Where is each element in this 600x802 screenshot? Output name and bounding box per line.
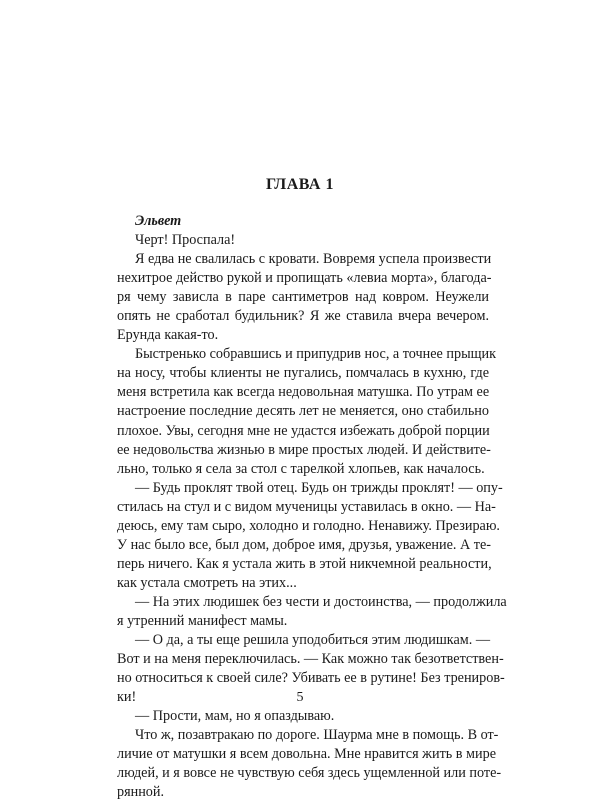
paragraph [117, 479, 503, 593]
paragraph [117, 231, 489, 250]
text-line: Вот и на меня переключилась. — Как можно так безответствен- [117, 651, 504, 668]
text-line: я утренний манифест мамы. [117, 612, 288, 629]
text-line: ее недовольства жизнью в мире простых людей. И действите- [117, 441, 491, 458]
paragraph [117, 593, 507, 631]
text-line: Я едва не свалилась с кровати. Вовремя успела произвести [135, 251, 492, 268]
text-line: людей, и я вовсе не чувствую себя здесь ущемленной или поте- [117, 765, 502, 782]
text-line: как устала смотреть на этих... [117, 574, 297, 591]
text-line: Ерунда какая-то. [117, 327, 219, 344]
paragraph [117, 250, 492, 345]
text-block [117, 212, 507, 802]
text-line: — Прости, мам, но я опаздываю. [135, 708, 335, 725]
text-line: ки! [117, 689, 137, 706]
text-line: стилась на стул и с видом мученицы уставилась в окно. — На- [117, 498, 496, 515]
paragraph [117, 707, 489, 726]
text-line: — Будь проклят твой отец. Будь он трижды проклят! — опу- [135, 479, 503, 496]
text-line: плохое. Увы, сегодня мне не удастся избежать доброй порции [117, 422, 490, 439]
text-line: ря чему зависла в паре сантиметров над ковром. Неужели [117, 289, 489, 306]
text-line: — На этих людишек без чести и достоинства, — продолжила [135, 593, 507, 610]
text-line: льно, только я села за стол с тарелкой хлопьев, как началось. [117, 460, 485, 477]
text-line: нехитрое действо рукой и пропищать «левиа морта», благода- [117, 270, 492, 287]
text-line: личие от матушки я всем довольна. Мне нравится жить в мире [117, 746, 496, 763]
text-line: на носу, чтобы клиенты не пугались, помчалась в кухню, где [117, 365, 489, 382]
text-line: — О да, а ты еще решила уподобиться этим людишкам. — [135, 632, 491, 649]
paragraph [117, 726, 502, 802]
chapter-title: ГЛАВА 1 [266, 176, 334, 193]
text-line: У нас было все, был дом, доброе имя, друзья, уважение. А те- [117, 536, 492, 553]
text-line: Что ж, позавтракаю по дороге. Шаурма мне в помощь. В от- [135, 727, 499, 744]
text-line: перь ничего. Как я устала жить в этой никчемной реальности, [117, 555, 492, 572]
text-line: настроение последние десять лет не меняется, оно стабильно [117, 403, 489, 420]
text-line: меня встретила как всегда недовольная матушка. По утрам ее [117, 384, 490, 401]
section-heading: Эльвет [135, 213, 182, 229]
text-line: рянной. [117, 784, 165, 801]
paragraphs [117, 231, 507, 802]
page-number: 5 [296, 690, 304, 705]
text-line: Черт! Проспала! [135, 232, 236, 249]
paragraph [117, 345, 497, 478]
text-line: деюсь, ему там сыро, холодно и голодно. Ненавижу. Презираю. [117, 517, 500, 534]
text-line: опять не сработал будильник? Я же ставила вчера вечером. [117, 308, 489, 325]
text-line: Быстренько собравшись и припудрив нос, а точнее прыщик [135, 346, 497, 363]
text-line: но относиться к своей силе? Убивать ее в рутине! Без трениров- [117, 670, 505, 687]
